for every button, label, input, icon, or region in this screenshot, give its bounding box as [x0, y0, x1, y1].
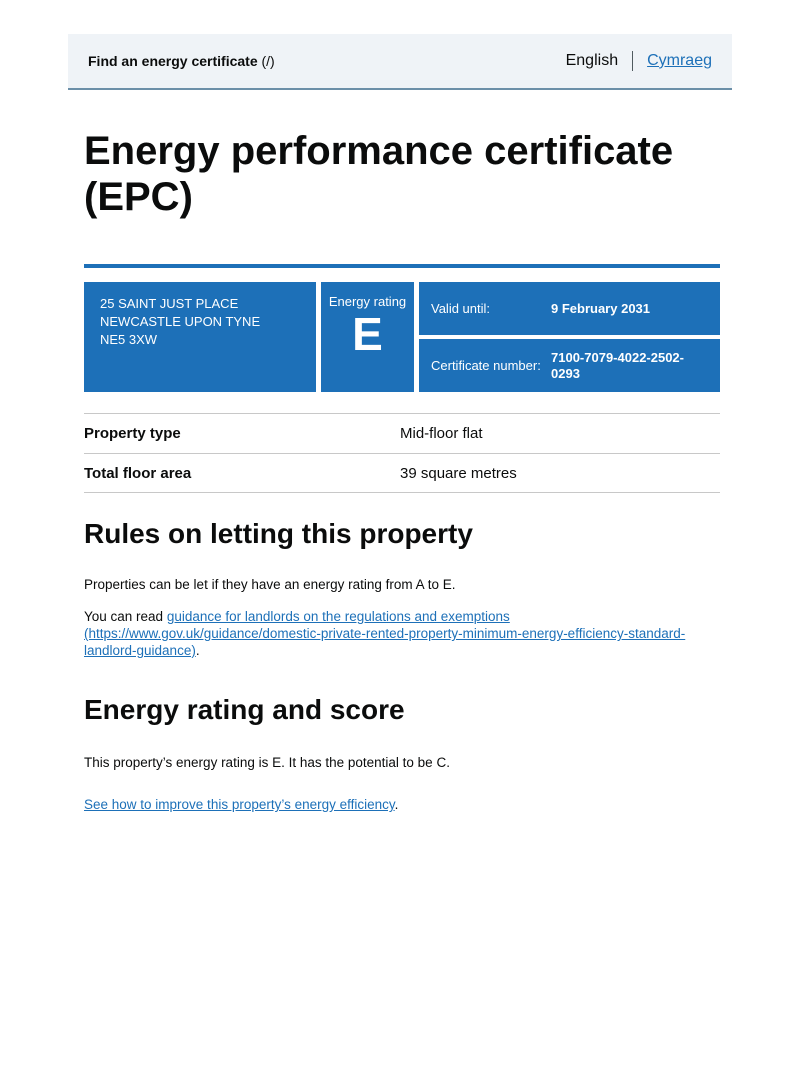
rating-paragraph: This property’s energy rating is E. It has the potential to be C.	[84, 755, 450, 770]
valid-until-label: Valid until:	[431, 300, 491, 316]
property-address	[84, 282, 316, 392]
certificate-number-label: Certificate number:	[431, 357, 541, 373]
rules-paragraph-1: Properties can be let if they have an energy rating from A to E.	[84, 577, 456, 592]
language-link-cymraeg[interactable]: Cymraeg	[647, 52, 712, 69]
service-name-text: Find an energy certificate	[88, 53, 258, 69]
page-title: Energy performance certificate (EPC)	[84, 129, 674, 219]
language-divider	[632, 51, 633, 71]
language-switcher	[566, 51, 712, 71]
rules-paragraph-2	[84, 608, 704, 659]
certificate-summary-box	[84, 282, 720, 392]
improve-paragraph-suffix: .	[394, 797, 399, 812]
valid-until-row	[419, 282, 720, 335]
section-rule	[84, 264, 720, 268]
table-row	[84, 413, 720, 453]
service-name-print-href: (/)	[257, 53, 275, 69]
property-type-value: Mid-floor flat	[400, 425, 483, 442]
main-content	[84, 128, 720, 813]
service-name-link[interactable]	[88, 53, 275, 69]
guidance-link[interactable]: guidance for landlords on the regulations and exemptions (https://www.gov.uk/guidance/domestic-private-rented-property-minimum-energy-efficiency-standard-landlord-guidance)	[84, 609, 686, 658]
address-line-3: NE5 3XW	[100, 332, 158, 347]
improve-link[interactable]: See how to improve this property’s energy efficiency	[84, 797, 395, 812]
rules-paragraph-2-suffix: .	[195, 643, 200, 658]
rules-section-heading: Rules on letting this property	[84, 518, 473, 549]
rating-section-heading: Energy rating and score	[84, 694, 405, 725]
floor-area-value: 39 square metres	[400, 464, 517, 482]
certificate-number-row	[419, 339, 720, 392]
floor-area-label: Total floor area	[84, 464, 192, 482]
rules-paragraph-2-prefix: You can read	[84, 609, 167, 624]
address-line-1: 25 SAINT JUST PLACE	[100, 296, 239, 311]
certificate-meta	[419, 282, 720, 392]
language-current-english: English	[565, 52, 619, 69]
service-header	[68, 34, 732, 90]
energy-rating-letter: E	[352, 308, 383, 360]
property-type-label: Property type	[84, 425, 181, 442]
certificate-number-value: 7100-7079-4022-2502-0293	[551, 349, 684, 381]
energy-rating-panel	[321, 282, 414, 392]
valid-until-value: 9 February 2031	[551, 300, 651, 316]
address-line-2: NEWCASTLE UPON TYNE	[100, 314, 261, 329]
energy-rating-label: Energy rating	[328, 294, 407, 309]
property-details-table	[84, 413, 720, 493]
table-row	[84, 453, 720, 493]
improve-paragraph	[84, 796, 720, 813]
